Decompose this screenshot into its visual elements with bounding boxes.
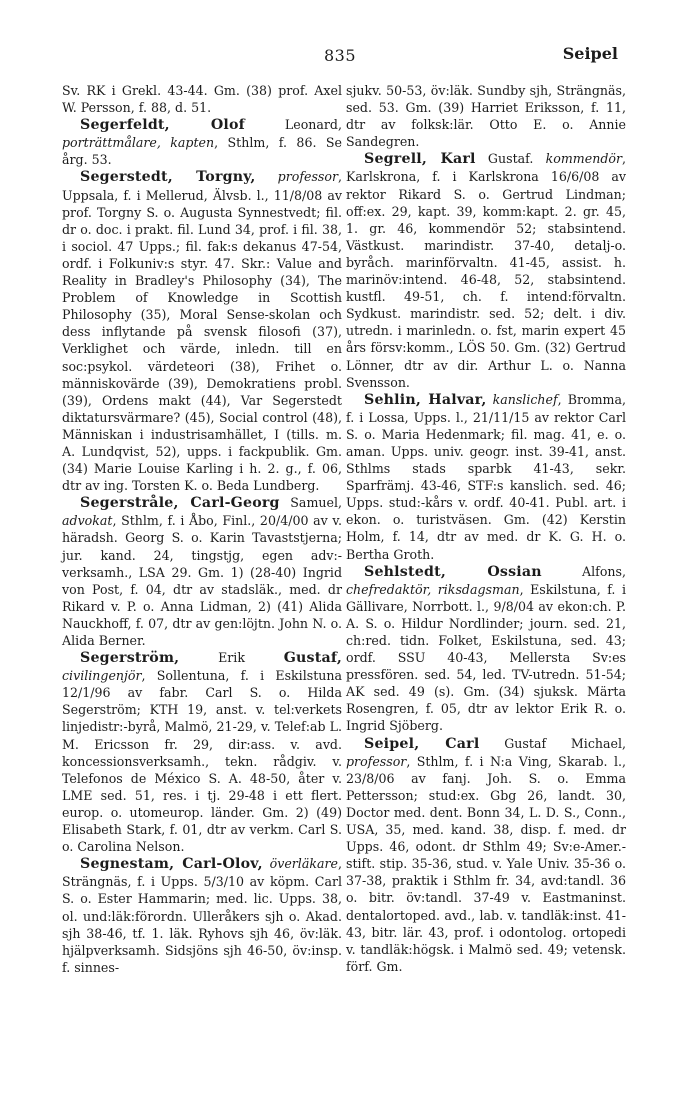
entry-name: Segerström, — [80, 650, 180, 667]
entry-name: Sehlin, Halvar, — [364, 391, 487, 408]
entry-given-names: Samuel, — [279, 495, 342, 511]
right-column — [346, 82, 626, 975]
entry-occupation: överläkare — [269, 856, 338, 872]
entry-given-names: Leonard, — [244, 117, 342, 133]
entry-name: Segrell, Karl — [364, 151, 476, 168]
biography-entry — [62, 494, 342, 649]
entry-text: , Karlskrona, f. i Karlskrona 16/6/08 av rektor Rikard S. o. Gertrud Lindman; off:ex. 29, kapt. 39, komm:kapt. 2. gr. 45, 1. gr. 46, kommendör 52; stabsintend. Västkust. marindistr. 37-40, detalj-o. byråch. marinförvaltn. 41-45, assist. h. marinöv:intend. 46-48, 52, stabsintend. kustfl. 49-51, ch. f. intend:förvaltn. Sydkust. marindistr. sed. 52; delt. i div. utredn. i marinledn. o. fst, marin expert 45 års försv:komm., LÖS 50. Gm. (32) Gertrud Lönner, dtr av dir. Arthur L. o. Nanna Svensson. — [346, 151, 626, 390]
entry-text: Sv. RK i Grekl. 43-44. Gm. (38) prof. Axel W. Persson, f. 88, d. 51. — [62, 83, 342, 116]
entry-text: , Bromma, f. i Lossa, Upps. l., 21/11/15 av rektor Carl S. o. Maria Hedenmark; fil. mag. 41, e. o. aman. Upps. univ. geogr. inst. 39-41, anst. Sthlms stads sparbk 41-43, sekr. Sparfrämj. 43-46, STF:s kanslich. sed. 46; Upps. stud:-kårs v. ordf. 40-41. Publ. art. i ekon. o. turistväsen. Gm. (42) Kerstin Holm, f. 14, dtr av med. dr K. G. H. o. Bertha Groth. — [346, 391, 626, 562]
entry-occupation: kommendör — [545, 151, 622, 167]
entry-occupation: civilingenjör — [62, 668, 142, 684]
entry-given-names — [263, 856, 270, 871]
entry-occupation: advokat — [62, 513, 113, 529]
entry-occupation: kanslichef — [492, 391, 558, 407]
entry-name: Segerstedt, Torgny, — [80, 169, 256, 186]
entry-given-names: Gustaf. — [475, 151, 546, 167]
page-number: 835 — [323, 46, 357, 65]
entry-name: Segerstråle, Carl-Georg — [80, 495, 280, 512]
entry-occupation: professor — [346, 753, 407, 769]
entry-given-names: Gustaf Michael, — [479, 735, 626, 751]
biography-entry — [62, 116, 342, 168]
left-column — [62, 82, 342, 976]
running-head: Seipel — [562, 44, 618, 63]
entry-occupation: professor — [277, 169, 338, 185]
biography-entry — [346, 391, 626, 563]
entry-name: Seipel, Carl — [364, 735, 480, 752]
entry-given-names: Erik — [179, 650, 284, 666]
biography-entry — [346, 735, 626, 975]
entry-text: , Sthlm, f. i N:a Ving, Skarab. l., 23/8/06 av fanj. Joh. S. o. Emma Pettersson; stud:ex. Gbg 26, landt. 30, Doctor med. dent. Bonn 34, L. D. S., Conn., USA, 35, med. kand. 38, disp. f. med. dr Upps. 46, odont. dr Sthlm 49; Sv:e-Amer.-stift. stip. 35-36, stud. v. Yale Univ. 35-36 o. 37-38, praktik i Sthlm fr. 34, avd:tandl. 36 o. bitr. öv:tandl. 37-49 v. Eastmaninst. dentalortoped. avd., lab. v. tandläk:inst. 41-43, bitr. lär. 43, prof. i odontolog. ortopedi v. tandläk:högsk. i Malmö sed. 49; vetensk. förf. Gm. — [346, 753, 626, 974]
entry-occupation: porträttmålare, kapten — [62, 135, 215, 151]
entry-occupation: chefredaktör, riksdagsman — [346, 581, 520, 597]
entry-given-names: Alfons, — [541, 563, 627, 579]
entry-text: , Sollentuna, f. i Eskilstuna 12/1/96 av fabr. Carl S. o. Hilda Segerström; KTH 19, anst. v. tel:verkets linjedistr:-byrå, Malmö, 21-29, v. Telef:ab L. M. Ericsson fr. 29, dir:ass. v. avd. koncessionsverksamh., tekn. rådgiv. v. Telefonos de México S. A. 48-50, åter v. LME sed. 51, res. i tj. 29-48 i ett flert. europ. o. utomeurop. länder. Gm. 2) (49) Elisabeth Stark, f. 01, dtr av verkm. Carl S. o. Carolina Nelson. — [62, 668, 342, 855]
entry-name-part: Gustaf, — [283, 650, 342, 667]
entry-text: , Uppsala, f. i Mellerud, Älvsb. l., 11/8/08 av prof. Torgny S. o. Augusta Synnestvedt; fil. dr o. doc. i prakt. fil. Lund 34, prof. i fil. 38, i sociol. 47 Upps.; fil. fak:s dekanus 47-54, ordf. i Folkuniv:s styr. 47. Skr.: Value and Reality in Bradley's Philosophy (34), The Problem of Knowledge in Scottish Philosophy (35), Moral Sense-skolan och dess inflytande på svensk filosofi (37), Verklighet och värde, inledn. till en soc:psykol. värdeteori (38), Frihet o. människovärde (39), Demokratiens probl. (39), Ordens makt (44), Var Segerstedt diktatursvärmare? (45), Social control (48), Människan i industrisamhället, I (tills. m. A. Lundqvist, 52), upps. i fackpublik. Gm. (34) Marie Louise Karling i h. 2. g., f. 06, dtr av ing. Torsten K. o. Beda Lundberg. — [62, 169, 342, 494]
biography-entry — [62, 168, 342, 494]
entry-text: , Sthlm, f. 86. Se årg. 53. — [62, 135, 342, 168]
entry-continuation — [346, 82, 626, 150]
entry-given-names — [256, 169, 278, 184]
entry-name: Sehlstedt, Ossian — [364, 563, 542, 580]
biography-entry — [346, 150, 626, 390]
entry-name: Segnestam, Carl-Olov, — [80, 856, 263, 873]
entry-name: Segerfeldt, Olof — [80, 117, 245, 134]
entry-text: , Eskilstuna, f. i Gällivare, Norrbott. l., 9/8/04 av ekon:ch. P. A. S. o. Hildur Nordlinder; journ. sed. 21, ch:red. tidn. Folket, Eskilstuna, sed. 43; ordf. SSU 40-43, Mellersta Sv:es pressfören. sed. 54, led. TV-utredn. 51-54; AK sed. 49 (s). Gm. (34) sjuksk. Märta Rosengren, f. 05, dtr av lektor Erik R. o. Ingrid Sjöberg. — [346, 581, 626, 734]
biography-entry — [346, 563, 626, 735]
entry-continuation — [62, 82, 342, 116]
biography-entry — [62, 855, 342, 976]
entry-text: , Strängnäs, f. i Upps. 5/3/10 av köpm. Carl S. o. Ester Hammarin; med. lic. Upps. 38, ol. und:läk:förordn. Ulleråkers sjh o. Akad. sjh 38-46, tf. 1. läk. Ryhovs sjh 46, öv:läk. hjälpverksamh. Sidsjöns sjh 46-50, öv:insp. f. sinnes- — [62, 856, 342, 975]
entry-text: sjukv. 50-53, öv:läk. Sundby sjh, Strängnäs, sed. 53. Gm. (39) Harriet Eriksson, f. 11, dtr av folksk:lär. Otto E. o. Annie Sandegren. — [346, 83, 626, 150]
biography-entry — [62, 649, 342, 855]
entry-text: , Sthlm, f. i Åbo, Finl., 20/4/00 av v. häradsh. Georg S. o. Karin Tavaststjerna; jur. kand. 24, tingstjg, egen adv:-verksamh., LSA 29. Gm. 1) (28-40) Ingrid von Post, f. 04, dtr av stadsläk., med. dr Rikard v. P. o. Anna Lidman, 2) (41) Alida Nauckhoff, f. 07, dtr av gen:löjtn. John N. o. Alida Berner. — [62, 513, 342, 648]
